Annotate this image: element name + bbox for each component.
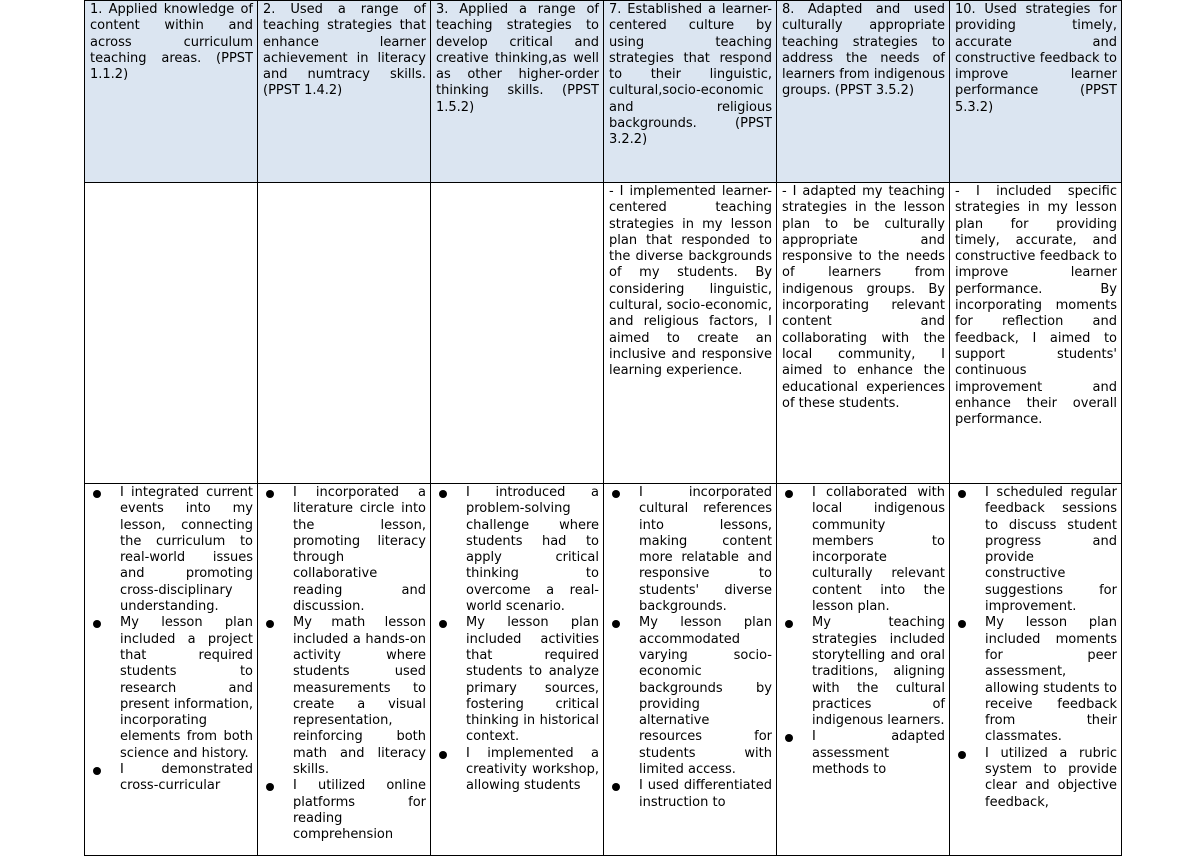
bullet-icon (266, 620, 274, 628)
bullet-icon (612, 783, 620, 791)
bullet-icon (785, 490, 793, 498)
reflection-cell-2 (258, 183, 431, 484)
reflection-cell-1 (85, 183, 258, 484)
evidence-item: I used differentiated instruction to (609, 778, 772, 811)
evidence-item: I collaborated with local indigenous community members to incorporate culturally relevant content into the lesson plan. (782, 485, 945, 615)
reflection-cell-7: - I implemented learner-centered teaching strategies in my lesson plan that responded to the diverse backgrounds of my students. By considering linguistic, cultural, socio-economic, and religious factors, I aimed to create an inclusive and responsive learning experience. (604, 183, 777, 484)
evidence-item: My teaching strategies included storytelling and oral traditions, aligning with the cultural practices of indigenous learners. (782, 615, 945, 729)
bullet-icon (612, 620, 620, 628)
indicator-header-10: 10. Used strategies for providing timely, accurate and constructive feedback to improve learner performance (PPST 5.3.2) (950, 1, 1122, 183)
evidence-list (263, 485, 426, 844)
bullet-icon (958, 751, 966, 759)
evidence-item: I incorporated a literature circle into the lesson, promoting literacy through collaborative reading and discussion. (263, 485, 426, 615)
evidence-item: I scheduled regular feedback sessions to discuss student progress and provide constructive suggestions for improvement. (955, 485, 1117, 615)
bullet-icon (93, 767, 101, 775)
reflection-cell-8: - I adapted my teaching strategies in the lesson plan to be culturally appropriate and responsive to the needs of learners from indigenous groups. By incorporating relevant content and collaborating with the local community, I aimed to enhance the educational experiences of these students. (777, 183, 950, 484)
evidence-item: My lesson plan included moments for peer assessment, allowing students to receive feedback from their classmates. (955, 615, 1117, 745)
bullet-icon (439, 620, 447, 628)
evidence-cell-2 (258, 484, 431, 856)
evidence-item: My lesson plan included activities that required students to analyze primary sources, fostering critical thinking in historical context. (436, 615, 599, 745)
evidence-list (782, 485, 945, 778)
evidence-item: I integrated current events into my lesson, connecting the curriculum to real-world issues and promoting cross-disciplinary understanding. (90, 485, 253, 615)
evidence-item: I demonstrated cross-curricular (90, 762, 253, 795)
evidence-item: I implemented a creativity workshop, allowing students (436, 746, 599, 795)
evidence-cell-8 (777, 484, 950, 856)
evidence-item: My lesson plan included a project that required students to research and present information, incorporating elements from both science and history. (90, 615, 253, 762)
evidence-list (955, 485, 1117, 811)
bullet-icon (439, 751, 447, 759)
bullet-icon (785, 620, 793, 628)
evidence-list (609, 485, 772, 811)
indicator-header-2: 2. Used a range of teaching strategies that enhance learner achievement in literacy and numtracy skills. (PPST 1.4.2) (258, 1, 431, 183)
bullet-icon (439, 490, 447, 498)
bullet-icon (958, 620, 966, 628)
evidence-item: I utilized a rubric system to provide clear and objective feedback, (955, 746, 1117, 811)
indicator-header-3: 3. Applied a range of teaching strategies to develop critical and creative thinking,as well as other higher-order thinking skills. (PPST 1.5.2) (431, 1, 604, 183)
indicator-header-8: 8. Adapted and used culturally appropriate teaching strategies to address the needs of learners from indigenous groups. (PPST 3.5.2) (777, 1, 950, 183)
bullet-icon (266, 490, 274, 498)
competency-table (84, 0, 1122, 856)
evidence-row (85, 484, 1122, 856)
evidence-item: My lesson plan accommodated varying socio-economic backgrounds by providing alternative resources for students with limited access. (609, 615, 772, 778)
indicator-header-1: 1. Applied knowledge of content within and across curriculum teaching areas. (PPST 1.1.2) (85, 1, 258, 183)
reflection-row (85, 183, 1122, 484)
bullet-icon (93, 620, 101, 628)
evidence-cell-10 (950, 484, 1122, 856)
reflection-cell-10: - I included specific strategies in my lesson plan for providing timely, accurate, and constructive feedback to improve learner performance. By incorporating moments for reflection and feedback, I aimed to support students' continuous improvement and enhance their overall performance. (950, 183, 1122, 484)
evidence-list (436, 485, 599, 795)
evidence-item: I introduced a problem-solving challenge where students had to apply critical thinking to overcome a real-world scenario. (436, 485, 599, 615)
bullet-icon (612, 490, 620, 498)
evidence-item: I adapted assessment methods to (782, 729, 945, 778)
bullet-icon (266, 783, 274, 791)
evidence-cell-1 (85, 484, 258, 856)
indicator-header-7: 7. Established a learner-centered culture by using teaching strategies that respond to their linguistic, cultural,socio-economic and religious backgrounds. (PPST 3.2.2) (604, 1, 777, 183)
evidence-cell-7 (604, 484, 777, 856)
bullet-icon (958, 490, 966, 498)
evidence-cell-3 (431, 484, 604, 856)
evidence-list (90, 485, 253, 795)
reflection-cell-3 (431, 183, 604, 484)
evidence-item: I incorporated cultural references into lessons, making content more relatable and responsive to students' diverse backgrounds. (609, 485, 772, 615)
evidence-item: My math lesson included a hands-on activity where students used measurements to create a visual representation, reinforcing both math and literacy skills. (263, 615, 426, 778)
evidence-item: I utilized online platforms for reading comprehension (263, 778, 426, 843)
header-row (85, 1, 1122, 183)
bullet-icon (785, 734, 793, 742)
bullet-icon (93, 490, 101, 498)
